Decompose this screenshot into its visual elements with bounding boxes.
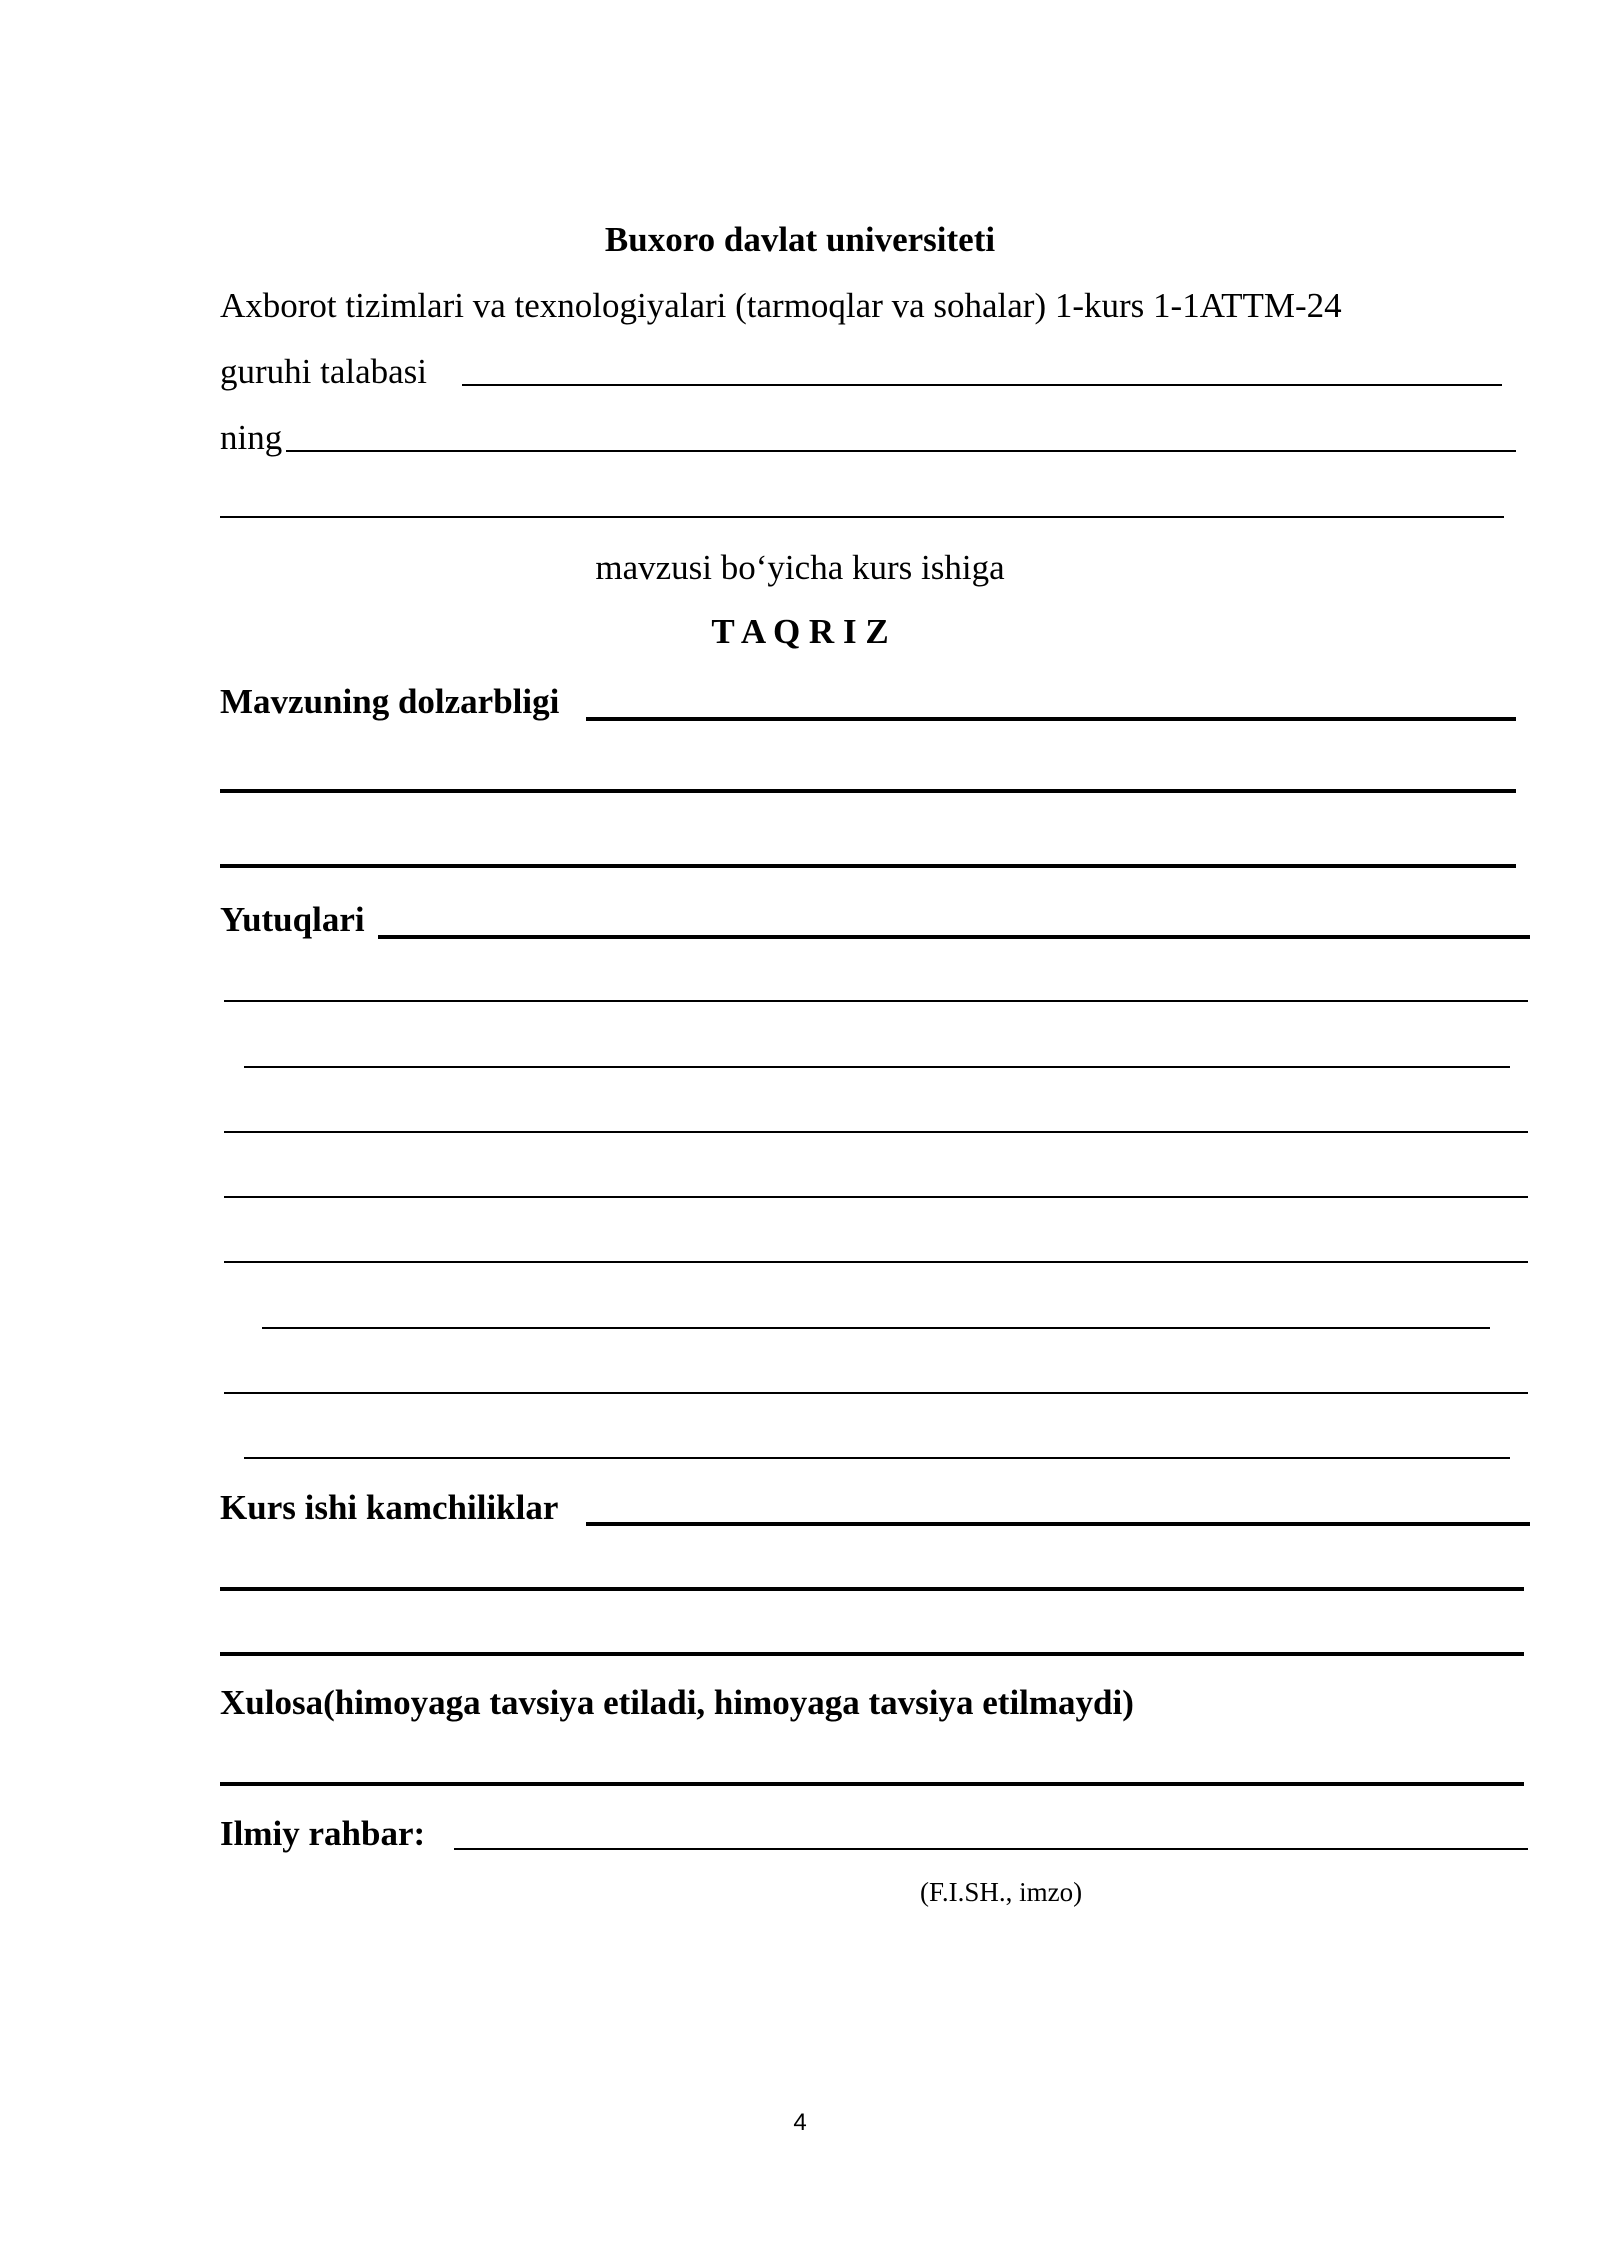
relevance-field-line-3[interactable]: [220, 864, 1516, 868]
achievements-field-line-6[interactable]: [224, 1261, 1528, 1263]
achievements-field-line-1[interactable]: [378, 935, 1530, 939]
conclusion-field-line[interactable]: [220, 1782, 1524, 1786]
topic-field-line-1[interactable]: [286, 450, 1516, 452]
achievements-field-line-2[interactable]: [224, 1000, 1528, 1002]
supervisor-label: Ilmiy rahbar:: [220, 1814, 426, 1853]
review-title: T A Q R I Z: [711, 612, 889, 651]
ning-label: ning: [220, 418, 283, 457]
topic-field-line-2[interactable]: [220, 516, 1504, 518]
achievements-field-line-5[interactable]: [224, 1196, 1528, 1198]
relevance-field-line-1[interactable]: [586, 717, 1516, 721]
achievements-field-line-7[interactable]: [262, 1327, 1490, 1329]
shortcomings-field-line-2[interactable]: [220, 1587, 1524, 1591]
achievements-label: Yutuqlari: [220, 900, 365, 939]
university-title: Buxoro davlat universiteti: [604, 220, 996, 259]
supervisor-signature-field[interactable]: [454, 1848, 1528, 1850]
conclusion-label: Xulosa(himoyaga tavsiya etiladi, himoyaga tavsiya etilmaydi): [220, 1683, 1134, 1722]
shortcomings-field-line-3[interactable]: [220, 1652, 1524, 1656]
page-number: 4: [793, 2109, 807, 2136]
achievements-field-line-8[interactable]: [224, 1392, 1528, 1394]
achievements-field-line-9[interactable]: [244, 1457, 1510, 1459]
student-label: guruhi talabasi: [220, 352, 428, 391]
relevance-field-line-2[interactable]: [220, 789, 1516, 793]
achievements-field-line-3[interactable]: [244, 1066, 1510, 1068]
shortcomings-field-line-1[interactable]: [586, 1522, 1530, 1526]
supervisor-caption: (F.I.SH., imzo): [920, 1877, 1083, 1907]
achievements-field-line-4[interactable]: [224, 1131, 1528, 1133]
shortcomings-label: Kurs ishi kamchiliklar: [220, 1488, 559, 1527]
relevance-label: Mavzuning dolzarbligi: [220, 682, 560, 721]
student-name-field[interactable]: [462, 384, 1502, 386]
topic-line: mavzusi bo‘yicha kurs ishiga: [595, 548, 1005, 587]
program-line: Axborot tizimlari va texnologiyalari (tarmoqlar va sohalar) 1-kurs 1-1ATTM-24: [220, 286, 1342, 325]
